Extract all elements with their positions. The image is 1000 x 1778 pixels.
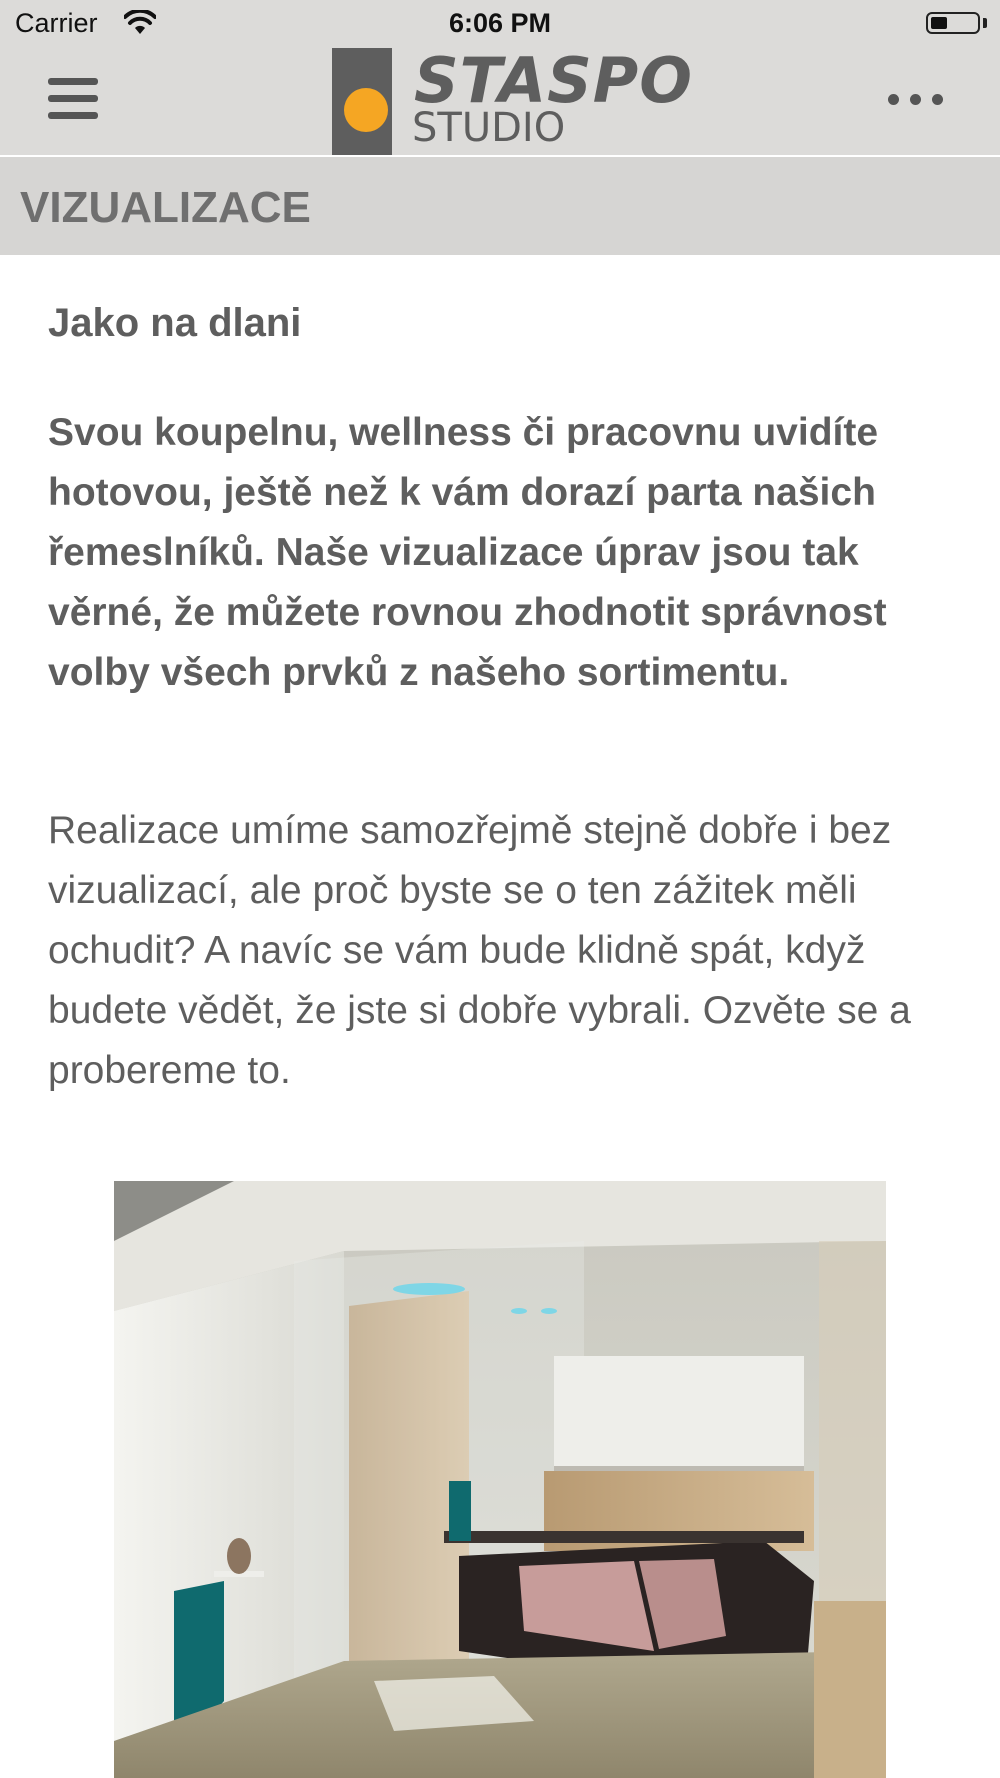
- section-title: VIZUALIZACE: [20, 183, 311, 232]
- status-time: 6:06 PM: [448, 8, 552, 38]
- more-dots-icon[interactable]: [886, 92, 946, 108]
- staspo-logo[interactable]: [332, 44, 693, 155]
- top-bar: [0, 0, 1000, 157]
- article-lead: Svou koupelnu, wellness či pracovnu uvidíte hotovou, ještě než k vám dorazí parta našich řemeslníků. Naše vizualizace úprav jsou tak věrné, že můžete rovnou zhodnotit správnost volby všech prvků z našeho sortimentu.: [48, 411, 887, 694]
- logo-sub: STUDIO: [412, 105, 566, 151]
- battery-level: [931, 17, 947, 29]
- logo-word: STASPO: [414, 44, 693, 117]
- logo-dot: [344, 88, 388, 132]
- bathroom-visualization-image: [114, 1181, 886, 1778]
- logo-bar: [332, 48, 392, 155]
- battery-tip: [983, 18, 987, 28]
- section-header: [0, 157, 1000, 255]
- article-subtitle: Jako na dlani: [48, 301, 302, 345]
- battery-icon: [926, 12, 980, 34]
- status-bar: [0, 0, 1000, 48]
- hamburger-icon[interactable]: [46, 78, 102, 122]
- carrier-label: Carrier: [15, 8, 98, 38]
- article-body: Realizace umíme samozřejmě stejně dobře i bez vizualizací, ale proč byste se o ten zážitek měli ochudit? A navíc se vám bude klidně spát, když budete vědět, že jste si dobře vybrali. Ozvěte se a probereme to.: [48, 809, 911, 1092]
